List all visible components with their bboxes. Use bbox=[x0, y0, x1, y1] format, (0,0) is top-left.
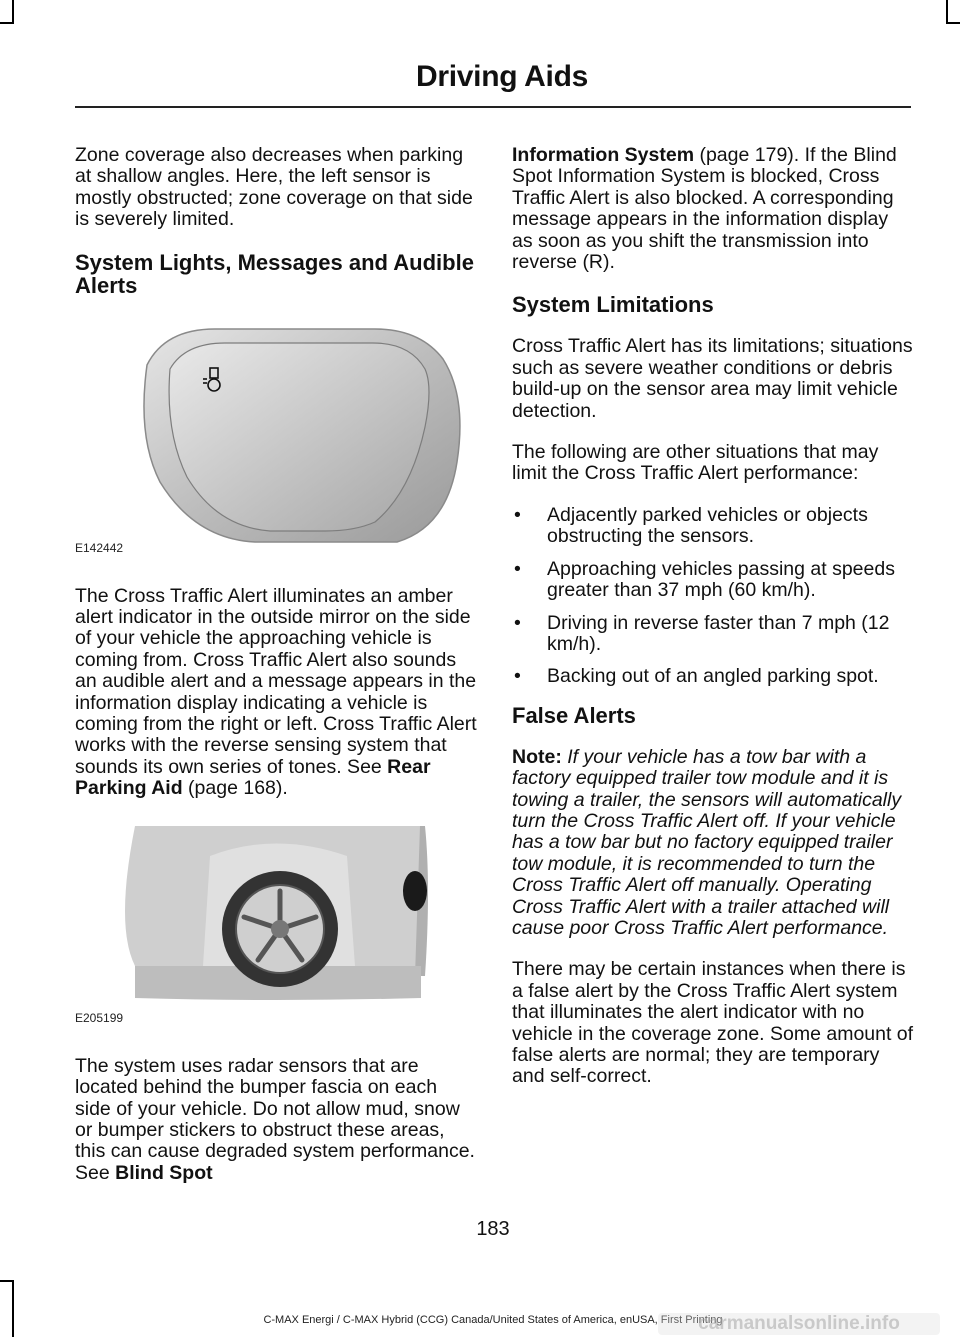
paragraph: The Cross Traffic Alert illuminates an amber alert indicator in the outside mirror on the side of your vehicle the approaching vehicle is coming from. Cross Traffic Alert also sounds an audible alert and a message appears in the information display indicating a vehicle is coming from the right or left. Cross Traffic Alert works with the reverse sensing system that sounds its own series of tones. See Rear Parking Aid (page 168). bbox=[75, 584, 477, 800]
paragraph: The following are other situations that may limit the Cross Traffic Alert performance: bbox=[512, 441, 879, 485]
crop-mark bbox=[946, 22, 960, 24]
paragraph: Cross Traffic Alert has its limitations; situations such as severe weather conditions or debris build-up on the sensor area may limit vehicle detection. bbox=[512, 335, 913, 422]
cross-reference-link: Blind Spot bbox=[115, 1161, 213, 1184]
section-heading: False Alerts bbox=[512, 702, 636, 728]
left-column bbox=[75, 145, 477, 1204]
crop-mark bbox=[12, 1280, 14, 1337]
list-item: • Adjacently parked vehicles or objects obstructing the sensors. bbox=[512, 505, 914, 548]
blind-spot-alert-icon bbox=[200, 367, 224, 393]
crop-mark bbox=[0, 1280, 14, 1282]
paragraph: Zone coverage also decreases when parking at shallow angles. Here, the left sensor is mostly obstructed; zone coverage on that side is severely limited. bbox=[75, 144, 473, 231]
header-divider bbox=[75, 106, 911, 108]
section-heading: System Lights, Messages and Audible Alerts bbox=[75, 249, 474, 298]
mirror-figure bbox=[75, 317, 477, 560]
crop-mark bbox=[12, 0, 14, 22]
bumper-figure bbox=[75, 826, 477, 1030]
rear-bumper-illustration bbox=[75, 826, 477, 1030]
note-label: Note: bbox=[512, 745, 562, 768]
watermark: carmanualsonline.info bbox=[658, 1313, 940, 1335]
figure-code: E205199 bbox=[75, 1011, 124, 1026]
note bbox=[512, 747, 914, 940]
crop-mark bbox=[946, 0, 948, 22]
mirror-illustration bbox=[75, 317, 477, 560]
cross-reference-link: Rear Parking Aid bbox=[75, 755, 431, 800]
paragraph: There may be certain instances when there is a false alert by the Cross Traffic Alert system that illuminates the alert indicator with no vehicle in the coverage zone. Some amount of false alerts are normal; they are temporary and self-correct. bbox=[512, 958, 914, 1088]
note-text: If your vehicle has a tow bar with a factory equipped trailer tow module and it is towing a trailer, the sensors will automatically turn the Cross Traffic Alert off. If your vehicle has a tow bar but no factory equipped trailer tow module, it is recommended to turn the Cross Traffic Alert off manually. Operating Cross Traffic Alert with a trailer attached will cause poor Cross Traffic Alert performance. bbox=[512, 745, 902, 939]
page-title: Driving Aids bbox=[416, 60, 588, 93]
crop-mark bbox=[0, 22, 14, 24]
page-number: 183 bbox=[476, 1218, 510, 1240]
paragraph: Information System (page 179). If the Blind Spot Information System is blocked, Cross Traffic Alert is also blocked. A corresponding message appears in the information display as soon as you shift the transmission into reverse (R). bbox=[512, 144, 897, 274]
paragraph: The system uses radar sensors that are located behind the bumper fascia on each side of your vehicle. Do not allow mud, snow or bumper stickers to obstruct these areas, this can cause degraded system performance. See Blind Spot bbox=[75, 1054, 475, 1184]
list-item: • Backing out of an angled parking spot. bbox=[512, 666, 914, 687]
footer-text: C-MAX Energi / C-MAX Hybrid (CCG) Canada/United States of America, enUSA, First Printing bbox=[263, 1314, 723, 1326]
figure-code: E142442 bbox=[75, 541, 124, 556]
right-column bbox=[512, 145, 914, 1108]
limitations-list bbox=[512, 505, 914, 688]
cross-reference-link: Information System bbox=[512, 144, 695, 166]
section-heading: System Limitations bbox=[512, 292, 714, 318]
list-item: • Approaching vehicles passing at speeds greater than 37 mph (60 km/h). bbox=[512, 559, 914, 602]
list-item: • Driving in reverse faster than 7 mph (12 km/h). bbox=[512, 613, 914, 656]
